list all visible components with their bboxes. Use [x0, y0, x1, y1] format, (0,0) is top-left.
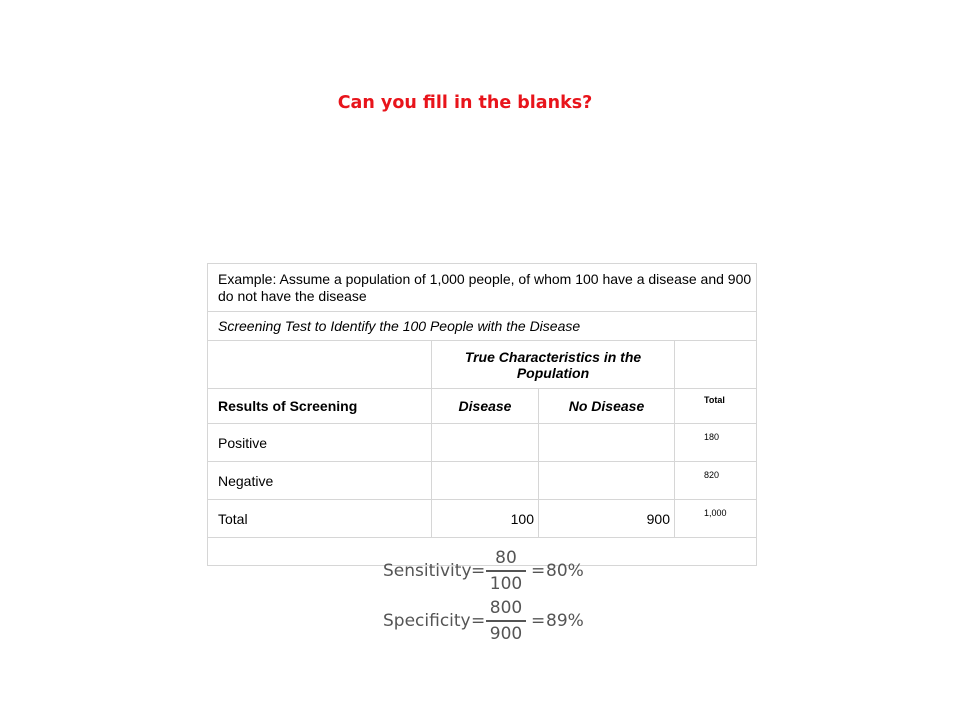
- header-disease: Disease: [432, 389, 539, 424]
- sensitivity-denominator: 100: [489, 573, 523, 594]
- sensitivity-numerator: 80: [495, 548, 517, 568]
- table-row: [208, 312, 757, 341]
- cell-total: 820: [675, 462, 757, 500]
- table-row: [208, 264, 757, 312]
- cell-no-disease: [539, 424, 675, 462]
- table-row: [208, 424, 757, 462]
- specificity-numerator: 800: [489, 598, 523, 618]
- cell-disease: [432, 424, 539, 462]
- specificity-fraction: [486, 597, 526, 645]
- group-header: True Characteristics in the Population: [432, 341, 675, 389]
- cell-total: 1,000: [675, 500, 757, 538]
- cell-disease: 100: [432, 500, 539, 538]
- cell-total: 180: [675, 424, 757, 462]
- table-header-row: [208, 389, 757, 424]
- sensitivity-formula: [383, 547, 583, 595]
- row-label: Positive: [208, 424, 432, 462]
- cell-no-disease: [539, 462, 675, 500]
- screening-table: [207, 263, 757, 566]
- specificity-result: 89%: [546, 611, 584, 631]
- equals-sign: =: [531, 611, 546, 631]
- sensitivity-result: 80%: [546, 561, 584, 581]
- screening-subtitle: Screening Test to Identify the 100 People with the Disease: [208, 312, 757, 341]
- table-cell: [208, 341, 432, 389]
- fraction-bar: [486, 570, 526, 572]
- equals-sign: =: [531, 561, 546, 581]
- cell-disease: [432, 462, 539, 500]
- formulas-image: [383, 547, 583, 647]
- example-text: Example: Assume a population of 1,000 people, of whom 100 have a disease and 900 do not have the disease: [208, 264, 757, 312]
- cell-no-disease: 900: [539, 500, 675, 538]
- specificity-denominator: 900: [489, 623, 523, 644]
- table-row: [208, 462, 757, 500]
- page-title: Can you fill in the blanks?: [337, 93, 593, 113]
- table-row: [208, 341, 757, 389]
- table-row: [208, 500, 757, 538]
- row-label: Total: [208, 500, 432, 538]
- header-no-disease: No Disease: [539, 389, 675, 424]
- specificity-label: Specificity: [383, 611, 471, 631]
- header-total: Total: [675, 389, 757, 424]
- equals-sign: =: [471, 611, 486, 631]
- fraction-bar: [486, 620, 526, 622]
- row-label: Negative: [208, 462, 432, 500]
- header-results: Results of Screening: [208, 389, 432, 424]
- specificity-formula: [383, 597, 583, 645]
- sensitivity-fraction: [486, 547, 526, 595]
- table-cell: [675, 341, 757, 389]
- sensitivity-label: Sensitivity: [383, 561, 472, 581]
- equals-sign: =: [471, 561, 486, 581]
